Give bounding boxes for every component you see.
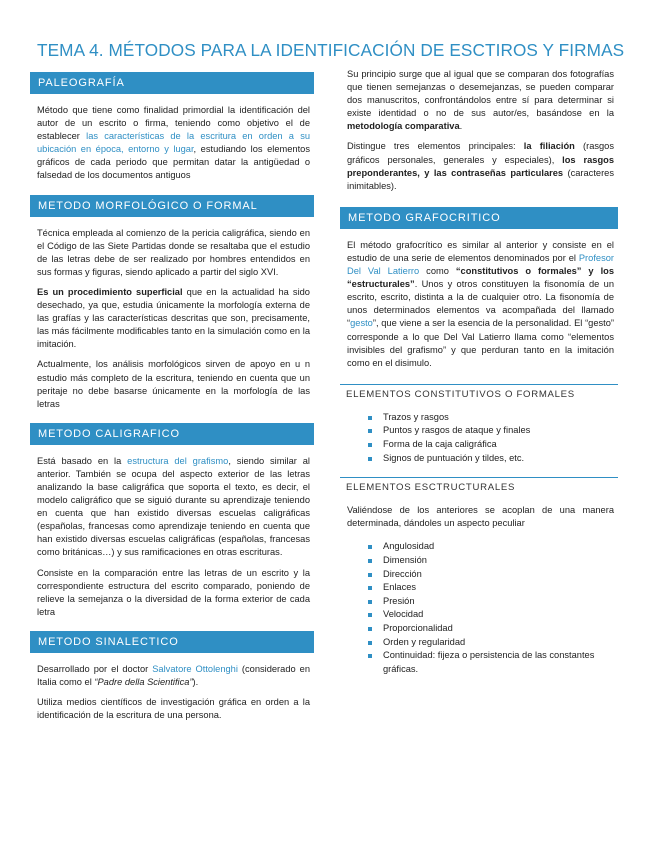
subsection-heading: ELEMENTOS CONSTITUTIVOS O FORMALES: [340, 384, 618, 403]
paragraph: Técnica empleada al comienzo de la pericia caligráfica, siendo en el Código de las Siete Partidas donde se resaltaba que el estudio de las letras debe de ser realizado por hombres entendidos en sus formas y figuras, siendo aplicado a partir del siglo XVI.: [37, 227, 310, 277]
list-item: Continuidad: fijeza o persistencia de las constantes gráficas.: [368, 649, 614, 676]
paragraph: Distingue tres elementos principales: la filiación (rasgos gráficos personales, generales y especiales), los rasgos preponderantes, y las contraseñas particulares (caracteres inimitables).: [347, 141, 614, 191]
list-item: Velocidad: [368, 608, 614, 622]
paragraph: Su principio surge que al igual que se comparan dos fotografías que tienen semejanzas o desemejanzas, se pueden comparar dos manuscritos, confrontándolos entre sí para determinar si existe identidad o no de sus autor/es, basándose en la metodología comparativa.: [347, 69, 614, 132]
list-item: Proporcionalidad: [368, 622, 614, 636]
section-morfologico: [30, 195, 314, 411]
list-item: Signos de puntuación y tildes, etc.: [368, 452, 614, 466]
paragraph: El método grafocrítico es similar al anterior y consiste en el estudio de una serie de elementos denominados por el Profesor Del Val Latierro como “constitutivos o formales” y los “estructurales”. Unos y otros constituyen la fisonomía de un escrito, escrito, distinta a la de cualquier otro. La fisonomía de unos determinados elementos va acompañada del llamado “gesto”, que viene a ser la esencia de la personalidad. El “gesto” corresponde a lo que Del Val Latierro llama como “elementos invisibles del grafismo” y que perduran tanto en la imitación como en el disimulo.: [347, 239, 614, 368]
bullet-list: [340, 411, 618, 465]
section-heading: METODO GRAFOCRITICO: [340, 207, 618, 229]
paragraph: Está basado en la estructura del grafismo, siendo similar al anterior. También se ocupa del aspecto exterior de las letras analizando la base caligráfica que soporta el texto, es decir, el modelo caligráfico que se siguió durante su aprendizaje teniendo en cuenta que han existido diversas escuelas caligráficas (españolas, francesas como aprendizaje teniendo en cuenta que han existido diversas escuelas caligráficas (españolas, francesas como británicas…) y sus ramificaciones en otras escrituras.: [37, 455, 310, 558]
right-column: [340, 68, 618, 688]
bold-text: Es un procedimiento superficial: [37, 286, 183, 297]
paragraph: Actualmente, los análisis morfológicos sirven de apoyo en u n estudio más completo de la escritura, teniendo en cuenta que un peritaje no debe basarse únicamente en la morfología de las letras: [37, 359, 310, 409]
bold-text: metodología comparativa: [347, 121, 460, 132]
section-caligrafico: [30, 423, 314, 619]
paragraph: Utiliza medios científicos de investigación gráfica en orden a la identificación de la escritura de una persona.: [37, 697, 310, 721]
highlight-link[interactable]: Salvatore Ottolenghi: [152, 663, 238, 674]
section-constitutivos: [340, 384, 618, 465]
bold-text: los rasgos preponderantes, y las contraseñas particulares: [347, 154, 614, 178]
section-heading: PALEOGRAFÍA: [30, 72, 314, 94]
highlight-link[interactable]: las características de la escritura en orden a su ubicación en época, entorno y lugar: [37, 131, 311, 155]
list-item: Enlaces: [368, 581, 614, 595]
list-item: Dirección: [368, 568, 614, 582]
left-column: [30, 72, 314, 729]
list-item: Dimensión: [368, 554, 614, 568]
paragraph: Es un procedimiento superficial que en la actualidad ha sido desechado, ya que, estudia únicamente la morfología externa de las grafías y las características descritas que son, precisamente, las más fácilmente modificables tanto en la simulación como en la imitación.: [37, 286, 310, 350]
paragraph: Desarrollado por el doctor Salvatore Ottolenghi (considerado en Italia como el “Padre della Scientifica”).: [37, 663, 310, 687]
section-grafocritico: [340, 207, 618, 370]
paragraph: Consiste en la comparación entre las letras de un escrito y la correspondiente estructura del escrito comparado, poniendo de relieve la semejanza o la diversidad de la forma exterior de cada letra: [37, 567, 310, 617]
list-item: Angulosidad: [368, 540, 614, 554]
bold-text: la filiación: [523, 141, 575, 152]
section-sinalectico: [30, 631, 314, 722]
subsection-heading: ELEMENTOS ESCTRUCTURALES: [340, 477, 618, 496]
highlight-link[interactable]: Profesor Del Val Latierro: [347, 252, 614, 277]
page-title: TEMA 4. MÉTODOS PARA LA IDENTIFICACIÓN DE ESCTIROS Y FIRMAS: [37, 40, 625, 60]
bold-text: “constitutivos o formales” y los “estructurales”: [347, 266, 614, 290]
section-heading: METODO CALIGRAFICO: [30, 423, 314, 445]
bullet-list: [340, 540, 618, 676]
section-estructurales: [340, 477, 618, 676]
list-item: Trazos y rasgos: [368, 411, 614, 425]
section-heading: METODO SINALECTICO: [30, 631, 314, 653]
highlight-link[interactable]: gesto: [350, 318, 373, 329]
list-item: Puntos y rasgos de ataque y finales: [368, 424, 614, 438]
section-paleografia: [30, 72, 314, 183]
list-item: Presión: [368, 595, 614, 609]
highlight-link[interactable]: estructura del grafismo: [127, 455, 229, 466]
paragraph: Método que tiene como finalidad primordial la identificación del autor de un escrito o firma, teniendo como objetivo el de establecer las características de la escritura en orden a su ubicación en época, entorno y lugar, estudiando los elementos gráficos de cada periodo que permitan datar la antigüedad o falsedad de los documentos antiguos: [37, 105, 311, 181]
italic-text: “Padre della Scientifica”: [94, 677, 193, 687]
section-heading: METODO MORFOLÓGICO O FORMAL: [30, 195, 314, 217]
list-item: Orden y regularidad: [368, 636, 614, 650]
list-item: Forma de la caja caligráfica: [368, 438, 614, 452]
paragraph: Valiéndose de los anteriores se acoplan de una manera determinada, dándoles un aspecto peculiar: [347, 505, 614, 529]
